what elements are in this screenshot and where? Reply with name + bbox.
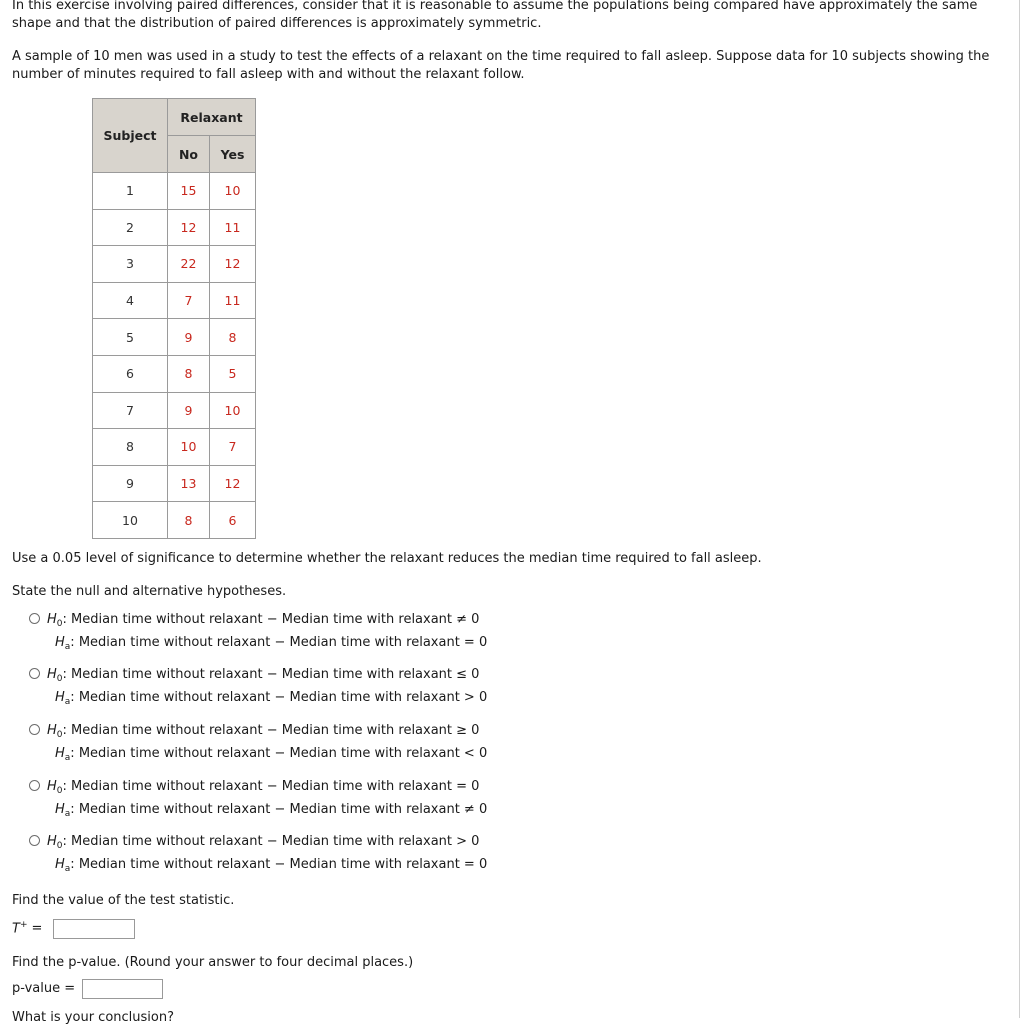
no-cell: 22 <box>168 246 210 283</box>
subject-cell: 8 <box>93 429 168 466</box>
no-cell: 12 <box>168 209 210 246</box>
yes-cell: 6 <box>210 502 256 539</box>
alternative-hypothesis-text: Median time without relaxant − Median time with relaxant < 0 <box>78 746 488 761</box>
radio-button[interactable] <box>29 780 40 791</box>
null-hypothesis: $H_0$: Median time without relaxant − Median time with relaxant ≥ 0 <box>47 723 480 740</box>
null-hypothesis: $H_0$: Median time without relaxant − Median time with relaxant ≤ 0 <box>47 667 480 684</box>
alternative-hypothesis: $H_a$: Median time without relaxant − Median time with relaxant ≠ 0 <box>55 802 488 819</box>
subject-header: Subject <box>93 99 168 173</box>
radio-button[interactable] <box>29 613 40 624</box>
table-row <box>93 465 256 502</box>
p-value-prompt: Find the p-value. (Round your answer to four decimal places.) <box>12 955 414 970</box>
table-row <box>93 246 256 283</box>
radio-button[interactable] <box>29 724 40 735</box>
null-hypothesis-text: Median time without relaxant − Median time with relaxant > 0 <box>71 834 480 849</box>
null-hypothesis-text: Median time without relaxant − Median time with relaxant ≠ 0 <box>71 612 480 627</box>
null-hypothesis-text: Median time without relaxant − Median time with relaxant ≤ 0 <box>71 667 480 682</box>
subject-cell: 2 <box>93 209 168 246</box>
data-table <box>92 98 256 539</box>
alternative-hypothesis: $H_a$: Median time without relaxant − Median time with relaxant = 0 <box>55 857 488 874</box>
table-row <box>93 502 256 539</box>
intro-text: In this exercise involving paired differences, consider that it is reasonable to assume the populations being compared have approximately the same shape and that the distribution of paired differences is approximately symmetric. <box>12 0 978 31</box>
relaxant-header: Relaxant <box>168 99 256 136</box>
table-row <box>93 282 256 319</box>
null-hypothesis: $H_0$: Median time without relaxant − Median time with relaxant ≠ 0 <box>47 612 480 629</box>
p-value-input[interactable] <box>82 979 163 999</box>
null-hypothesis-text: Median time without relaxant − Median time with relaxant ≥ 0 <box>71 723 480 738</box>
null-hypothesis: $H_0$: Median time without relaxant − Median time with relaxant > 0 <box>47 834 480 851</box>
no-cell: 10 <box>168 429 210 466</box>
subject-cell: 5 <box>93 319 168 356</box>
significance-question: Use a 0.05 level of significance to determine whether the relaxant reduces the median time required to fall asleep. <box>12 551 762 566</box>
subject-cell: 4 <box>93 282 168 319</box>
null-hypothesis-text: Median time without relaxant − Median time with relaxant = 0 <box>71 779 480 794</box>
table-row <box>93 173 256 210</box>
alternative-hypothesis: $H_a$: Median time without relaxant − Median time with relaxant = 0 <box>55 635 488 652</box>
test-statistic-prompt: Find the value of the test statistic. <box>12 893 235 908</box>
conclusion-prompt: What is your conclusion? <box>12 1010 174 1025</box>
radio-button[interactable] <box>29 668 40 679</box>
t-plus-label: T+ = <box>12 920 43 937</box>
alternative-hypothesis-text: Median time without relaxant − Median time with relaxant > 0 <box>78 690 488 705</box>
state-hypotheses-prompt: State the null and alternative hypotheses. <box>12 584 287 599</box>
yes-cell: 11 <box>210 282 256 319</box>
no-cell: 9 <box>168 392 210 429</box>
alternative-hypothesis: $H_a$: Median time without relaxant − Median time with relaxant > 0 <box>55 690 488 707</box>
yes-cell: 12 <box>210 465 256 502</box>
table-row <box>93 392 256 429</box>
no-cell: 8 <box>168 502 210 539</box>
yes-cell: 11 <box>210 209 256 246</box>
problem-description: A sample of 10 men was used in a study to test the effects of a relaxant on the time required to fall asleep. Suppose data for 10 subjects showing the number of minutes required to fall asleep with and without the relaxant follow. <box>12 49 990 82</box>
alternative-hypothesis-text: Median time without relaxant − Median time with relaxant ≠ 0 <box>78 802 488 817</box>
subject-cell: 6 <box>93 355 168 392</box>
no-cell: 15 <box>168 173 210 210</box>
yes-cell: 8 <box>210 319 256 356</box>
null-hypothesis: $H_0$: Median time without relaxant − Median time with relaxant = 0 <box>47 779 480 796</box>
alternative-hypothesis: $H_a$: Median time without relaxant − Median time with relaxant < 0 <box>55 746 488 763</box>
subject-cell: 1 <box>93 173 168 210</box>
yes-cell: 10 <box>210 392 256 429</box>
no-cell: 13 <box>168 465 210 502</box>
p-value-label: p-value = <box>12 981 76 996</box>
yes-cell: 12 <box>210 246 256 283</box>
radio-button[interactable] <box>29 835 40 846</box>
table-row <box>93 209 256 246</box>
table-row <box>93 355 256 392</box>
no-cell: 8 <box>168 355 210 392</box>
no-cell: 9 <box>168 319 210 356</box>
no-header: No <box>168 136 210 173</box>
table-row <box>93 429 256 466</box>
subject-cell: 3 <box>93 246 168 283</box>
subject-cell: 9 <box>93 465 168 502</box>
yes-cell: 10 <box>210 173 256 210</box>
subject-cell: 10 <box>93 502 168 539</box>
alternative-hypothesis-text: Median time without relaxant − Median time with relaxant = 0 <box>78 857 488 872</box>
right-border <box>1019 0 1020 1018</box>
table-row <box>93 319 256 356</box>
t-plus-input[interactable] <box>53 919 135 939</box>
no-cell: 7 <box>168 282 210 319</box>
yes-cell: 7 <box>210 429 256 466</box>
yes-header: Yes <box>210 136 256 173</box>
subject-cell: 7 <box>93 392 168 429</box>
alternative-hypothesis-text: Median time without relaxant − Median time with relaxant = 0 <box>78 635 488 650</box>
yes-cell: 5 <box>210 355 256 392</box>
